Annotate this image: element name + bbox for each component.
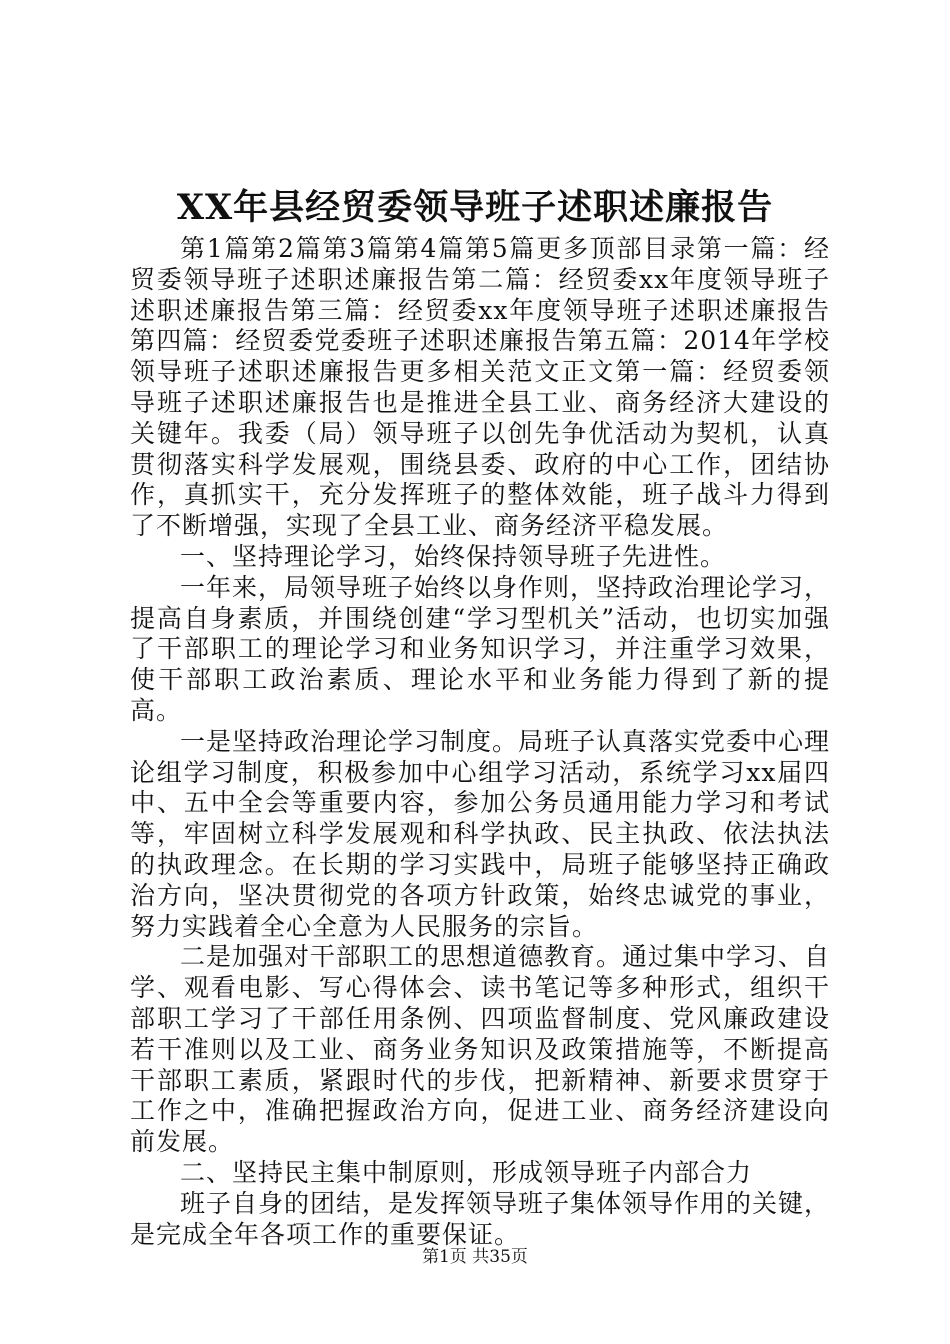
- paragraph-moral-education: 二是加强对干部职工的思想道德教育。通过集中学习、自学、观看电影、写心得体会、读书笔记等多种形式，组织干部职工学习了干部任用条例、四项监督制度、党风廉政建设若干准则以及工业、商务业务知识及政策措施等，不断提高干部职工素质，紧跟时代的步伐，把新精神、新要求贯穿于工作之中，准确把握政治方向，促进工业、商务经济建设向前发展。: [130, 942, 831, 1157]
- document-body: [130, 234, 830, 1250]
- paragraph-heading-2: 二、坚持民主集中制原则，形成领导班子内部合力: [180, 1157, 753, 1187]
- page-number: 第1页 共35页: [422, 1247, 528, 1267]
- document-title: XX年县经贸委领导班子述职述廉报告: [176, 187, 774, 228]
- paragraph-theory-system: 一是坚持政治理论学习制度。局班子认真落实党委中心理论组学习制度，积极参加中心组学习活动，系统学习xx届四中、五中全会等重要内容，参加公务员通用能力学习和考试等，牢固树立科学发展观和科学执政、民主执政、依法执法的执政理念。在长期的学习实践中，局班子能够坚持正确政治方向，坚决贯彻党的各项方针政策，始终忠诚党的事业，努力实践着全心全意为人民服务的宗旨。: [130, 726, 831, 941]
- paragraph-study: 一年来，局领导班子始终以身作则，坚持政治理论学习，提高自身素质，并围绕创建“学习型机关”活动，也切实加强了干部职工的理论学习和业务知识学习，并注重学习效果，使干部职工政治素质、理论水平和业务能力得到了新的提高。: [130, 572, 831, 725]
- paragraph-unity: 班子自身的团结，是发挥领导班子集体领导作用的关键，是完成全年各项工作的重要保证。: [130, 1188, 831, 1249]
- paragraph-heading-1: 一、坚持理论学习，始终保持领导班子先进性。: [180, 541, 727, 571]
- page-footer: [0, 1245, 950, 1269]
- paragraph-intro: 第1篇第2篇第3篇第4篇第5篇更多顶部目录第一篇：经贸委领导班子述职述廉报告第二篇：经贸委xx年度领导班子述职述廉报告第三篇：经贸委xx年度领导班子述职述廉报告第四篇：经贸委党委班子述职述廉报告第五篇：2014年学校领导班子述职述廉报告更多相关范文正文第一篇：经贸委领导班子述职述廉报告也是推进全县工业、商务经济大建设的关键年。我委（局）领导班子以创先争优活动为契机，认真贯彻落实科学发展观，围绕县委、政府的中心工作，团结协作，真抓实干，充分发挥班子的整体效能，班子战斗力得到了不断增强，实现了全县工业、商务经济平稳发展。: [130, 234, 830, 541]
